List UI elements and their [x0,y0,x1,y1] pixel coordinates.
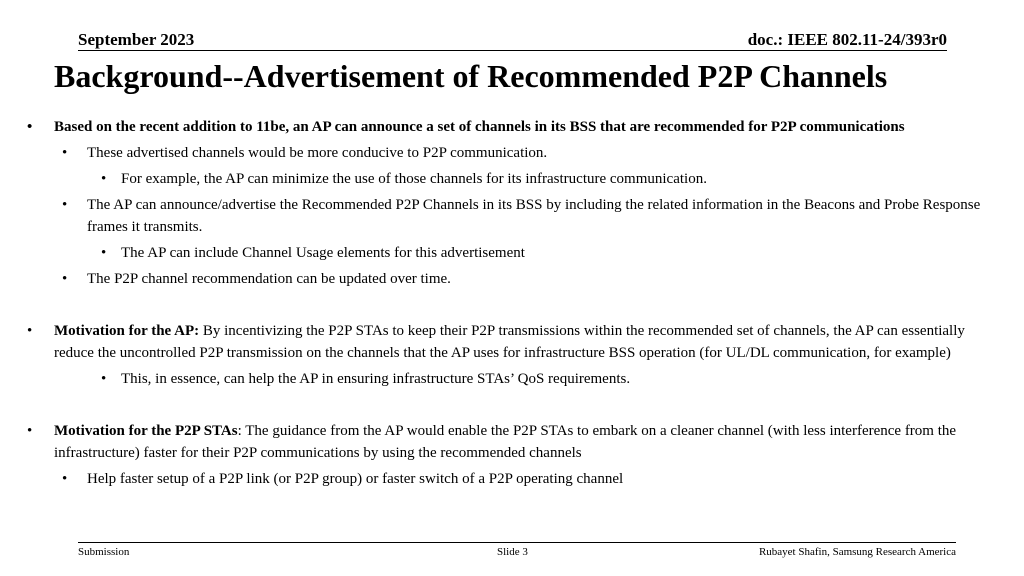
footer-author: Rubayet Shafin, Samsung Research America [758,546,956,558]
bullet-dot: • [62,271,68,287]
footer-slide-number: Slide 3 [497,546,528,558]
header-divider [78,50,947,51]
bullet-dot: • [101,371,107,387]
bullet-text: The AP can include Channel Usage elements for this advertisement [121,245,525,261]
bullet-text: This, in essence, can help the AP in ensuring infrastructure STAs’ QoS requirements. [121,371,631,387]
bullet-qos [0,368,1024,390]
bullet-text: By incentivizing the P2P STAs to keep their P2P transmissions within the recommended set of channels, the AP can essentially reduce the uncontrolled P2P transmission on the channels that the AP uses for infrastructure BSS operation (for UL/DL communication, for example) [54,323,965,361]
bullet-text: Based on the recent addition to 11be, an AP can announce a set of channels in its BSS that are recommended for P2P communications [54,119,905,135]
footer-submission: Submission [78,546,130,558]
bullet-dot: • [27,119,33,135]
bullet-announce [0,194,1024,238]
bullet-text: : The guidance from the AP would enable the P2P STAs to embark on a cleaner channel (with less interference from the infrastructure) faster for their P2P communications by using the recommended channels [54,423,957,461]
bullet-conducive [0,142,1024,164]
header-date: September 2023 [78,30,195,49]
bullet-dot: • [101,171,107,187]
bullet-motivation-p2p [0,420,1024,464]
bullet-dot: • [62,197,68,213]
bullet-updated [0,268,1024,290]
bullet-dot: • [62,471,68,487]
bullet-recent-addition [0,116,1024,138]
bullet-text: Help faster setup of a P2P link (or P2P group) or faster switch of a P2P operating channel [87,471,624,487]
slide-body [0,116,1024,490]
bullet-dot: • [101,245,107,261]
header-doc-id: doc.: IEEE 802.11-24/393r0 [747,30,947,49]
bullet-dot: • [27,423,33,439]
bullet-label: Motivation for the P2P STAs [54,423,238,439]
bullet-label: Motivation for the AP: [54,323,200,339]
slide-title: Background--Advertisement of Recommended P2P Channels [54,58,888,94]
footer-divider [78,542,956,543]
bullet-text: For example, the AP can minimize the use of those channels for its infrastructure communication. [121,171,707,187]
bullet-text: The P2P channel recommendation can be updated over time. [87,271,451,287]
bullet-text: These advertised channels would be more conducive to P2P communication. [87,145,548,161]
bullet-motivation-ap [0,320,1024,364]
bullet-channel-usage [0,242,1024,264]
bullet-faster-setup [0,468,1024,490]
bullet-example [0,168,1024,190]
bullet-text: The AP can announce/advertise the Recommended P2P Channels in its BSS by including the related information in the Beacons and Probe Response frames it transmits. [87,197,981,235]
bullet-dot: • [27,323,33,339]
bullet-dot: • [62,145,68,161]
